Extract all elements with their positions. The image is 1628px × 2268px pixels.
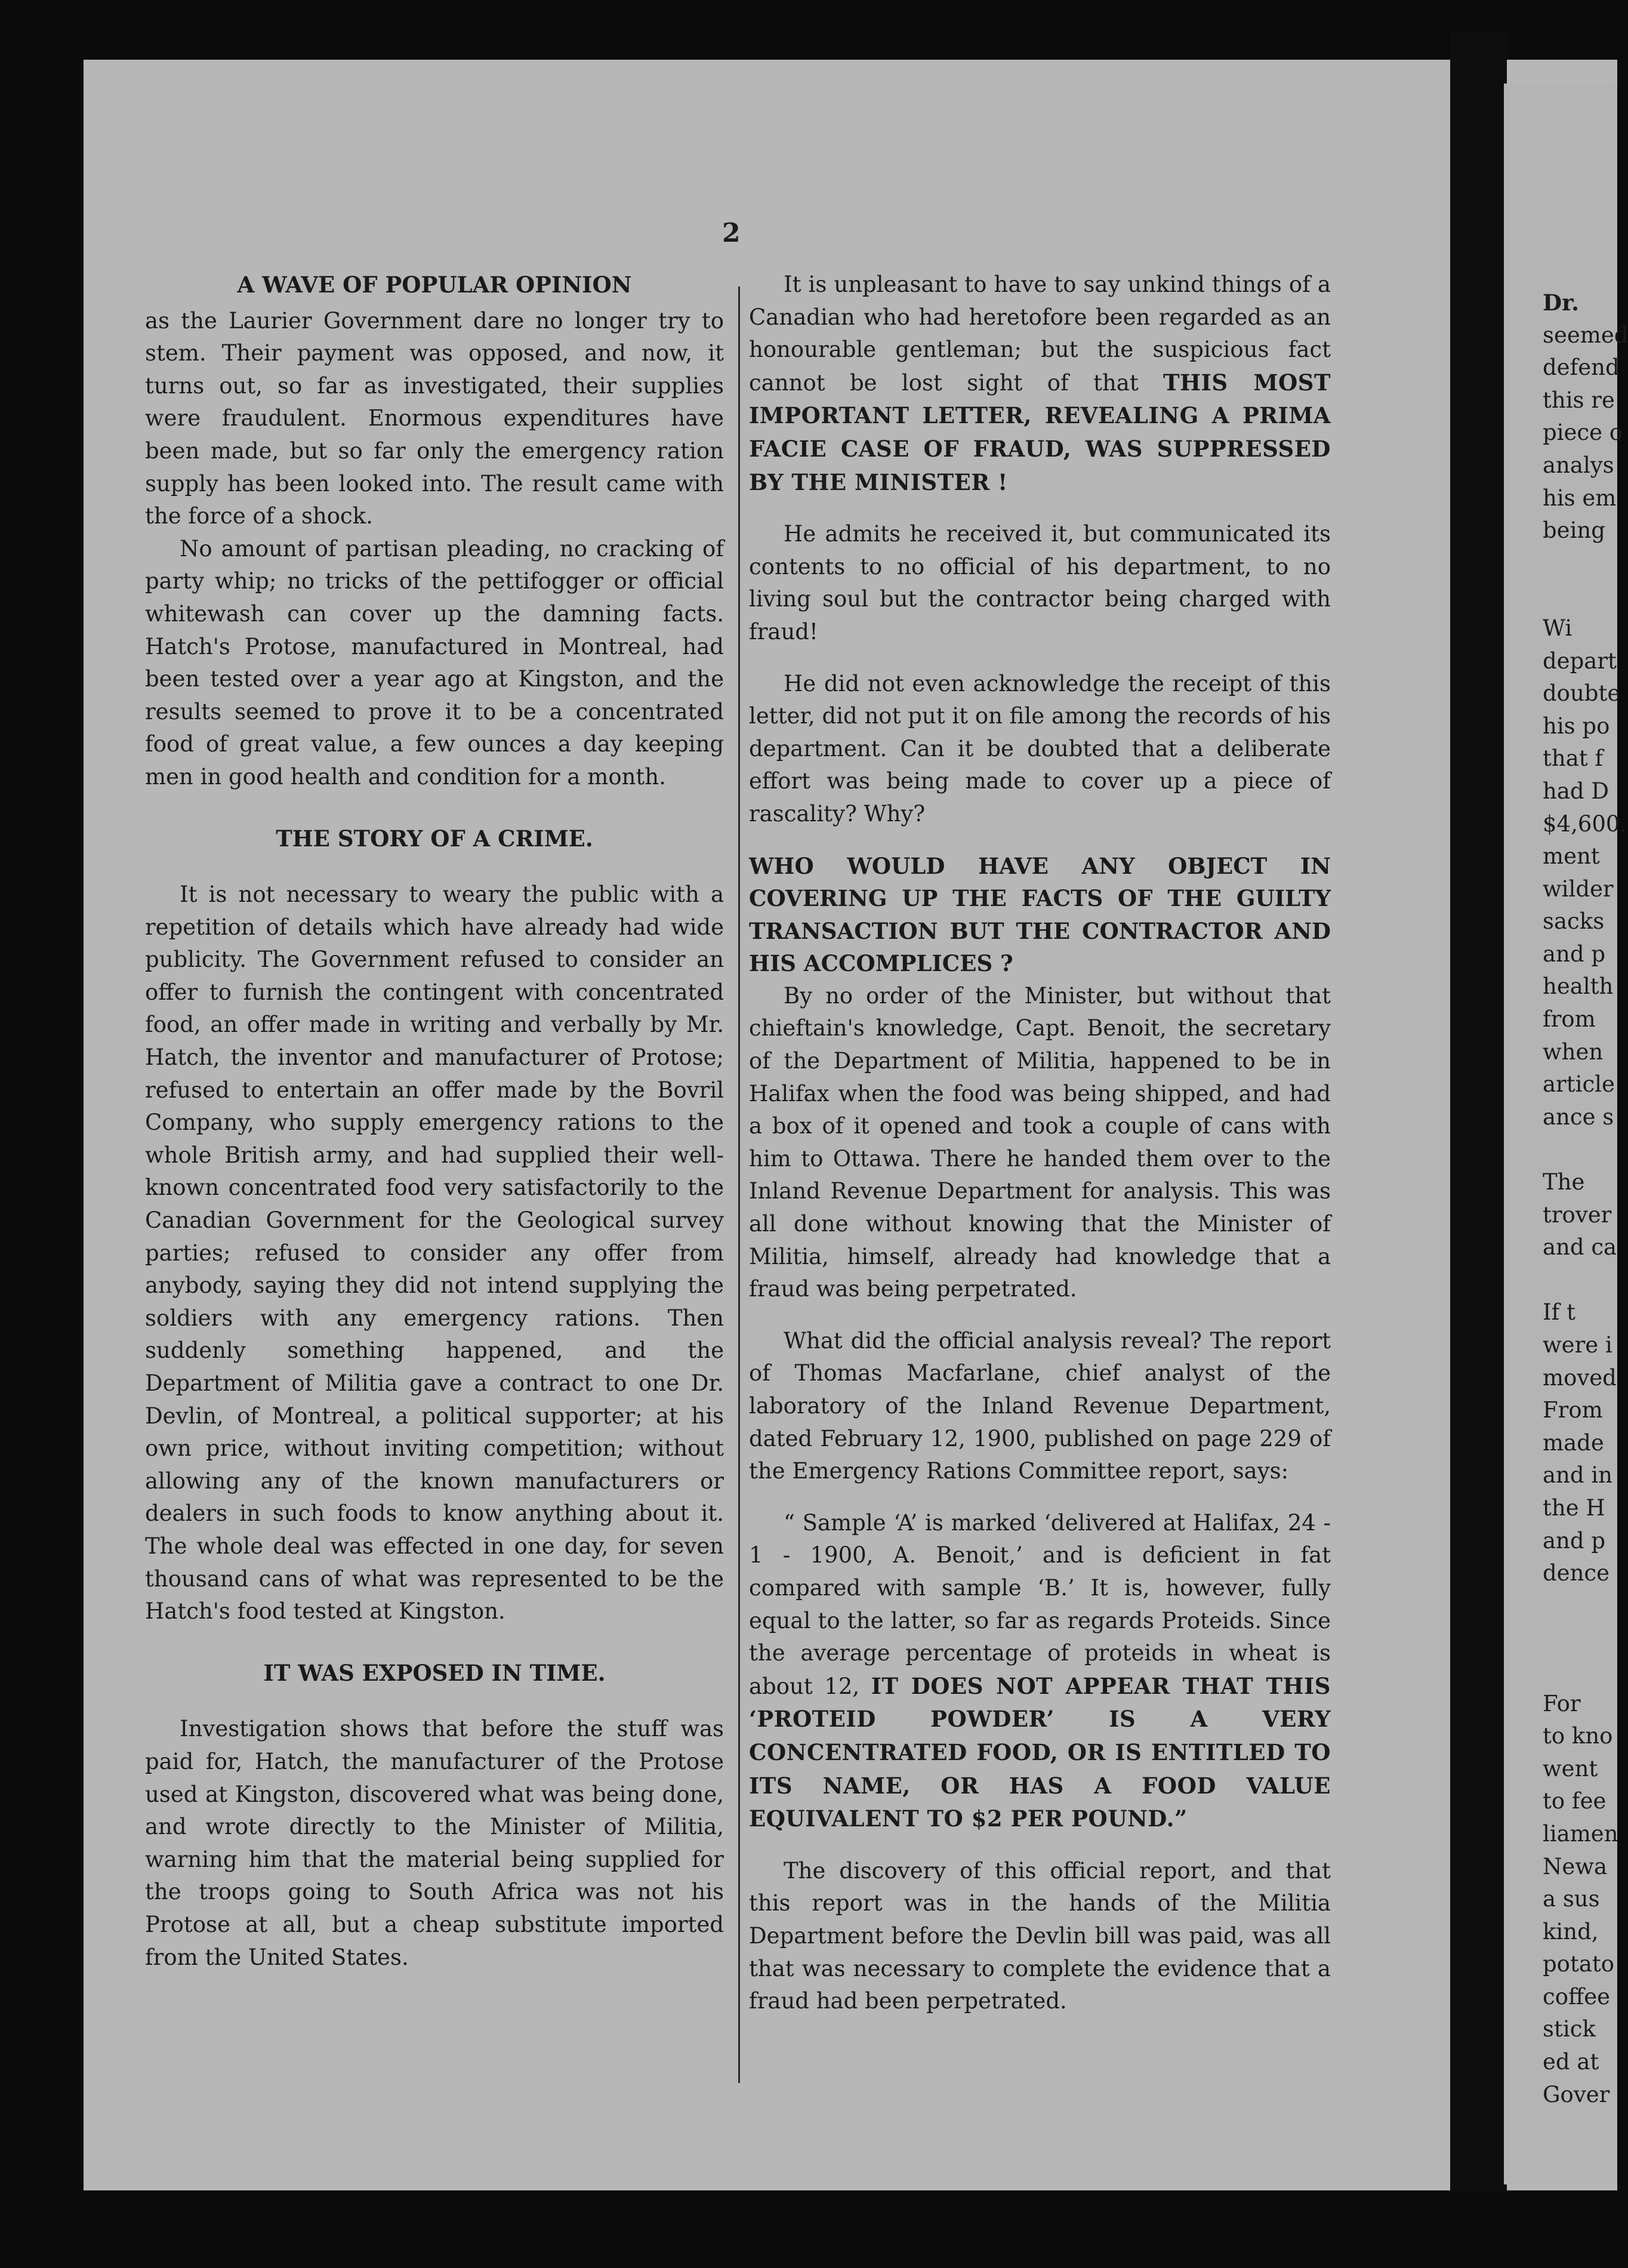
paragraph <box>749 269 1331 499</box>
cropped-line: this re <box>1543 387 1615 413</box>
cropped-line: piece o <box>1543 420 1623 446</box>
paragraph: Investigation shows that before the stuff was paid for, Hatch, the manufacturer of the Protose used at Kingston, discovered what was being done, and wrote directly to the Minister of Militia, warning him that the material being supplied for the troops going to South Africa was not his Protose at all, but a cheap substitute imported from the United States. <box>145 1716 724 1970</box>
cropped-line <box>1543 1655 1617 1688</box>
cropped-line <box>1543 580 1617 612</box>
cropped-line: seemed <box>1543 322 1628 348</box>
cropped-line: dence <box>1543 1560 1610 1586</box>
page-number: 2 <box>722 218 741 248</box>
cropped-line <box>1543 1622 1617 1655</box>
cropped-line: trover <box>1543 1201 1612 1228</box>
cropped-line <box>1543 547 1617 580</box>
paragraph: By no order of the Minister, but without that chieftain's knowledge, Capt. Benoit, the secretary of the Department of Militia, happened to be in Halifax when the food was being shipped, and had a box of it opened and took a couple of cans with him to Ottawa. There he handed them over to the Inland Revenue Department for analysis. This was all done without knowing that the Minister of Militia, himself, already had knowledge that a fraud was being perpetrated. <box>749 982 1331 1302</box>
paragraph: He did not even acknowledge the receipt of this letter, did not put it on file among the records of his department. Can it be doubted that a deliberate effort was being made to cover up a piece of rascality? Why? <box>749 670 1331 827</box>
cropped-line: doubte <box>1543 680 1621 707</box>
cropped-line: potato <box>1543 1951 1615 1977</box>
cropped-line: Newa <box>1543 1853 1608 1879</box>
cropped-line: when <box>1543 1039 1604 1065</box>
cropped-line: health <box>1543 973 1614 1000</box>
heading-wave-of-popular-opinion: A WAVE OF POPULAR OPINION <box>237 272 632 298</box>
quotation-text: “ Sample ‘A’ is marked ‘delivered at Halifax, 24 - 1 - 1900, A. Benoit,’ and is deficient in fat compared with sample ‘B.’ It is, however, fully equal to the latter, so far as regards Proteids. Since the average percentage of proteids in wheat is about 12, <box>749 1509 1331 1699</box>
cropped-line: defend <box>1543 355 1620 381</box>
cropped-line: from <box>1543 1006 1596 1033</box>
cropped-line: If t <box>1543 1299 1575 1326</box>
heading-exposed-in-time: IT WAS EXPOSED IN TIME. <box>263 1659 606 1686</box>
cropped-line: The <box>1543 1169 1585 1195</box>
cropped-line <box>1543 1133 1617 1166</box>
cropped-line: ance s <box>1543 1104 1614 1130</box>
cropped-line: For <box>1543 1690 1581 1717</box>
paragraph: It is not necessary to weary the public with a repetition of details which have already had wide publicity. The Government refused to consider an offer to furnish the contingent with concentrated food, an offer made in writing and verbally by Mr. Hatch, the inventor and manufacturer of Protose; refused to entertain an offer made by the Bovril Company, who supply emergency rations to the whole British army, and had supplied their well-known concentrated food very satisfactorily to the Canadian Government for the Geological survey parties; refused to consider any offer from anybody, saying they did not intend supplying the soldiers with any emergency rations. Then suddenly something happened, and the Department of Militia gave a contract to one Dr. Devlin, of Montreal, a political supporter; at his own price, without inviting competition; without allowing any of the known manufacturers or dealers in such foods to know anything about it. The whole deal was effected in one day, for seven thousand cans of what was represented to be the Hatch's food tested at Kingston. <box>145 882 724 1625</box>
cropped-line: $4,600. <box>1543 811 1627 837</box>
cropped-line: liamen <box>1543 1820 1618 1847</box>
cropped-line: coffee <box>1543 1983 1611 2010</box>
cropped-line: and in <box>1543 1462 1612 1489</box>
cropped-line: kind, <box>1543 1918 1599 1945</box>
cropped-line: to kno <box>1543 1723 1613 1749</box>
cropped-line: and p <box>1543 941 1606 967</box>
cropped-line: From <box>1543 1397 1603 1423</box>
cropped-line: sacks <box>1543 908 1605 935</box>
emphasis-text: THIS MOST IMPORTANT LETTER, REVEALING A PRIMA FACIE CASE OF FRAUD, WAS SUPPRESSED BY THE MINISTER ! <box>749 369 1331 495</box>
column-1 <box>145 269 724 1974</box>
cropped-line: the H <box>1543 1494 1605 1521</box>
paragraph: The discovery of this official report, and that this report was in the hands of the Militia Department before the Devlin bill was paid, was all that was necessary to complete the evidence that a fraud had been perpetrated. <box>749 1857 1331 2014</box>
cropped-line <box>1543 1264 1617 1297</box>
cropped-line: had D <box>1543 778 1609 804</box>
cropped-line: wilder <box>1543 876 1614 902</box>
cropped-line: depart <box>1543 648 1617 674</box>
paragraph: What did the official analysis reveal? The report of Thomas Macfarlane, chief analyst of the laboratory of the Inland Revenue Department, dated February 12, 1900, published on page 229 of the Emergency Rations Committee report, says: <box>749 1327 1331 1484</box>
cropped-line: went <box>1543 1755 1598 1782</box>
cropped-line: were i <box>1543 1332 1612 1358</box>
paragraph: No amount of partisan pleading, no cracking of party whip; no tricks of the pettifogger or official whitewash can cover up the damning facts. Hatch's Protose, manufactured in Montreal, had been tested over a year ago at Kingston, and the results seemed to prove it to be a concentrated food of great value, a few ounces a day keeping men in good health and condition for a month. <box>145 535 724 790</box>
heading-story-of-a-crime: THE STORY OF A CRIME. <box>276 825 593 852</box>
cropped-line: his em <box>1543 485 1617 511</box>
column-2 <box>749 269 1331 2018</box>
cropped-line: and p <box>1543 1527 1606 1554</box>
quotation-emphasis: IT DOES NOT APPEAR THAT THIS ‘PROTEID POWDER’ IS A VERY CONCENTRATED FOOD, OR IS ENTITLED TO ITS NAME, OR HAS A FOOD VALUE EQUIVALENT TO $2 PER POUND.” <box>749 1672 1331 1832</box>
heading-who-would-have-any-object: WHO WOULD HAVE ANY OBJECT IN COVERING UP THE FACTS OF THE GUILTY TRANSACTION BUT THE CONTRACTOR AND HIS ACCOMPLICES ? <box>749 852 1331 977</box>
page-gutter <box>1450 33 1507 2193</box>
paragraph: He admits he received it, but communicated its contents to no official of his department, to no living soul but the contractor being charged with fraud! <box>749 521 1331 645</box>
paragraph: as the Laurier Government dare no longer try to stem. Their payment was opposed, and now, it turns out, so far as investigated, their supplies were fraudulent. Enormous expenditures have been made, but so far only the emergency ration supply has been looked into. The result came with the force of a shock. <box>145 307 724 529</box>
cropped-line: and ca <box>1543 1234 1617 1261</box>
cropped-line: ment <box>1543 843 1600 870</box>
cropped-line: analys <box>1543 452 1614 478</box>
cropped-line: Dr. <box>1543 289 1580 316</box>
cropped-line: to fee <box>1543 1788 1607 1814</box>
cropped-line: that f <box>1543 745 1604 772</box>
quotation <box>749 1507 1331 1836</box>
cropped-line: Wi <box>1543 615 1572 641</box>
cropped-line: his po <box>1543 713 1610 739</box>
cropped-line: made <box>1543 1429 1604 1456</box>
cropped-line: stick <box>1543 2016 1596 2042</box>
cropped-line: being <box>1543 517 1605 544</box>
column-divider <box>738 286 740 2083</box>
paragraph-text: It is unpleasant to have to say unkind things of a Canadian who had heretofore been regarded as an honourable gentleman; but the suspicious fact cannot be lost sight of that <box>749 272 1331 396</box>
cropped-line: Gover <box>1543 2081 1610 2107</box>
cropped-line: ed at <box>1543 2049 1599 2075</box>
cropped-line <box>1543 1590 1617 1623</box>
cropped-line: article <box>1543 1071 1615 1098</box>
cropped-line: moved <box>1543 1364 1617 1391</box>
cropped-line: a sus <box>1543 1886 1600 1912</box>
column-3-cropped <box>1543 286 1628 2111</box>
